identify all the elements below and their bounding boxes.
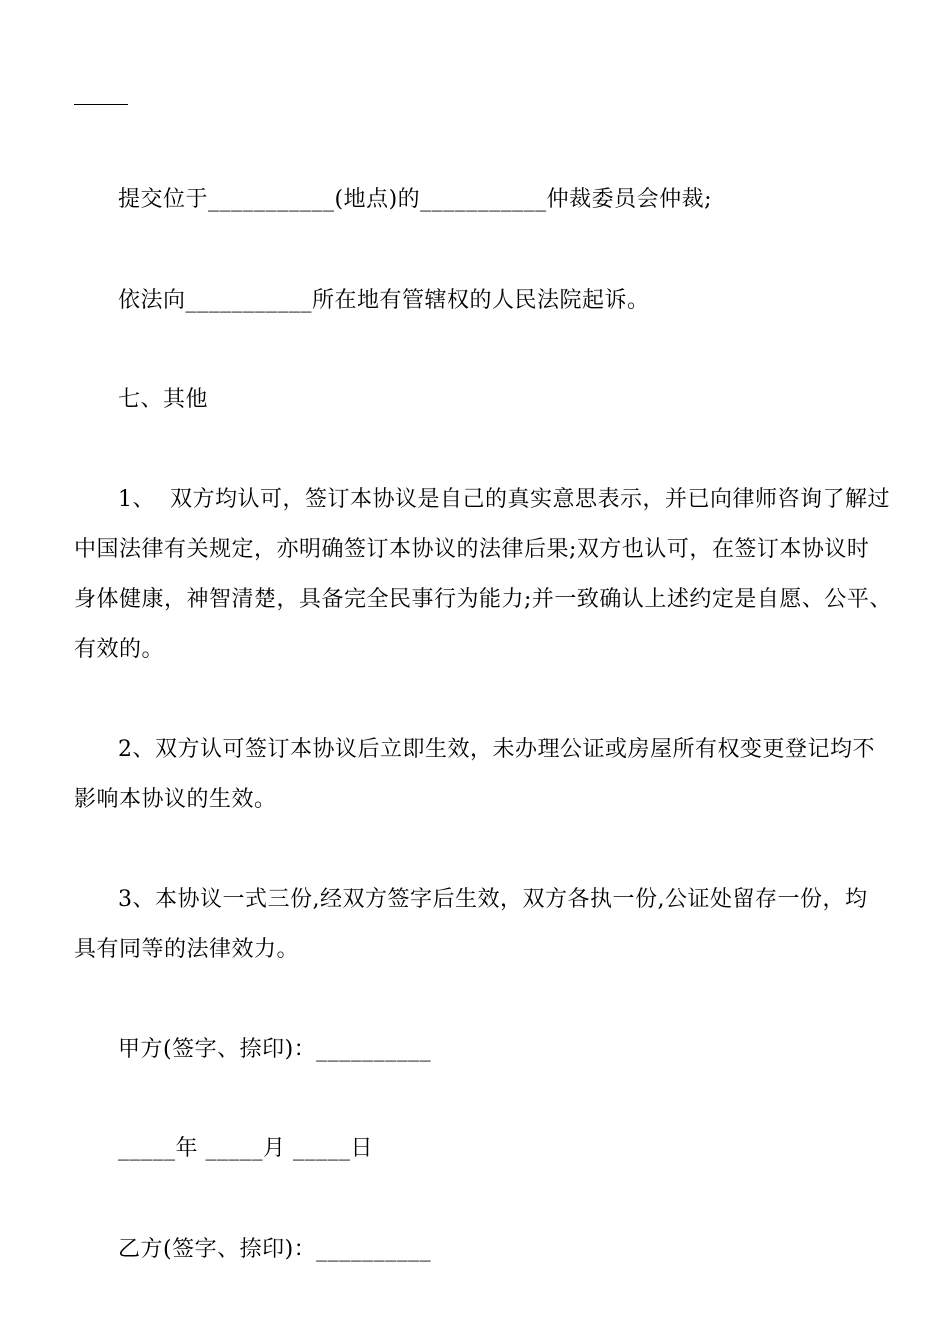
clause-2-line-1: 2、双方认可签订本协议后立即生效，未办理公证或房屋所有权变更登记均不	[118, 737, 875, 762]
top-blank-line-fragment	[74, 104, 128, 105]
section-title: 七、其他	[118, 387, 209, 412]
clause-1-line-3: 身体健康，神智清楚，具备完全民事行为能力;并一致确认上述约定是自愿、公平、	[74, 587, 892, 612]
arbitration-clause: 提交位于___________(地点)的___________仲裁委员会仲裁;	[118, 187, 713, 212]
court-clause: 依法向___________所在地有管辖权的人民法院起诉。	[118, 288, 650, 313]
party-a-signature-line: 甲方(签字、捺印)：__________	[118, 1037, 432, 1062]
clause-2-line-2: 影响本协议的生效。	[74, 787, 277, 812]
clause-3-line-1: 3、本协议一式三份,经双方签字后生效，双方各执一份,公证处留存一份，均	[118, 887, 868, 912]
clause-1-line-1: 1、 双方均认可，签订本协议是自己的真实意思表示，并已向律师咨询了解过	[118, 487, 890, 512]
clause-3-line-2: 具有同等的法律效力。	[74, 937, 300, 962]
clause-1-line-2: 中国法律有关规定，亦明确签订本协议的法律后果;双方也认可，在签订本协议时	[74, 537, 870, 562]
party-b-signature-line: 乙方(签字、捺印)：__________	[118, 1237, 432, 1262]
clause-1-line-4: 有效的。	[74, 637, 165, 662]
date-line: _____年 _____月 _____日	[118, 1136, 373, 1161]
